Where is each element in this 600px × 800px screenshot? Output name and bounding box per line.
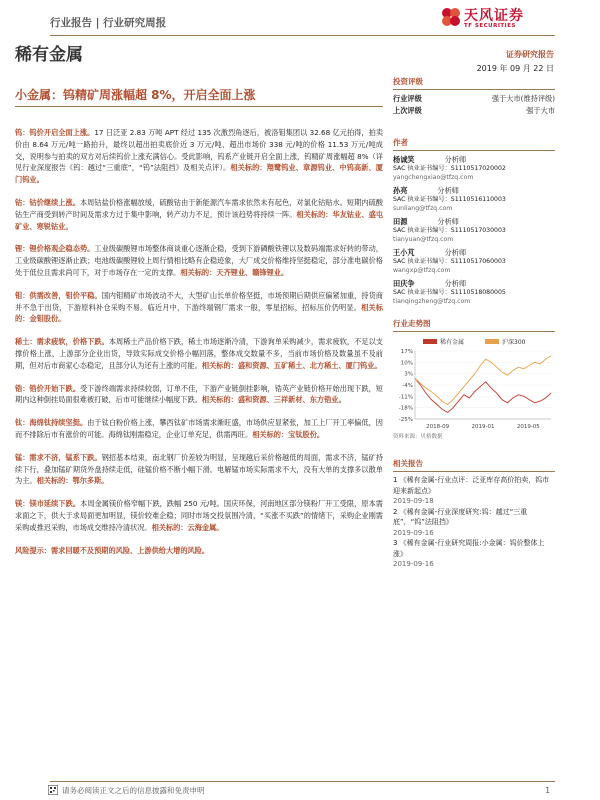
disclaimer-note: 请务必阅读正文之后的信息披露和免责申明 [62,786,205,795]
logo-text-en: TF SECURITIES [464,23,516,29]
paragraph [15,127,383,186]
related-tickers: 相关标的：云海金属。 [151,522,224,532]
paragraph-lead: 镁：镁市延续下跌。 [15,499,81,509]
author-email[interactable]: tianyuan@tfzq.com [393,236,454,243]
related-tickers: 需求回暖不及预期的风险、上游供给大增的风险。 [50,545,210,555]
paragraph [15,417,383,441]
rating-row [393,93,555,105]
paragraph [15,243,383,278]
related-tickers: 相关标的：鄂尔多斯。 [36,476,109,486]
paragraph-lead: 钛：海绵钛持续坚挺。 [15,418,88,428]
rating-row [393,105,555,117]
related-tickers: 相关标的：金钼股份。 [15,302,383,324]
legend-label: 稀有金属 [440,339,465,346]
related-report-title: 3 《稀有金属-行业研究周报:小金属：钨价整体上涨》 [393,539,545,558]
logo-mark-icon [440,6,462,28]
author-cert: SAC 执业证书编号：S1110517030003 [393,227,506,234]
paragraph-lead: 锆：锆价开始下跌。 [15,383,80,393]
x-tick-label: 2018-09 [426,424,450,430]
paragraph [15,498,383,533]
author-entry [393,248,555,275]
related-list [393,475,555,570]
y-tick-label: 17% [400,349,413,355]
author-entry [393,155,555,182]
paragraph-body: 受下游终端需求持续较弱，订单不佳，下游产业链倒挂影响，锆英产业链价格开始出现下跌，短期内这种倒挂局面很难被打破，后市可能继续小幅度下跌。 [15,383,383,405]
paragraph-lead: 钨：钨价开启全面上涨。 [15,128,95,137]
x-tick-label: 2019-01 [471,424,495,430]
paragraph [15,383,383,407]
related-heading: 相关报告 [393,458,555,472]
paragraph [15,545,383,557]
author-entry [393,186,555,213]
related-report[interactable] [393,475,555,507]
related-tickers: 相关标的：盛和资源、三祥新材、东方锆业。 [201,395,346,405]
related-tickers: 相关标的：宝钛股份。 [252,429,325,439]
related-report-title: 1 《稀有金属-行业点评：泛亚库存高价拍卖，钨市迎来新起点》 [393,476,550,495]
qr-code-icon [48,785,58,795]
author-email[interactable]: wangxp@tfzq.com [393,267,451,274]
sector-title: 稀有金属 [15,45,83,65]
trend-chart-svg [393,335,555,431]
paragraph-body: 由于钛白粉价格上涨，攀西钛矿市场需求渐旺盛，市场供应显紧张，加工上厂开工率偏低，因而不排除后市有涨价的可能。海绵钛刚需稳定，企业订单充足，供需两旺。 [15,418,383,439]
related-report-date: 2019-09-16 [393,528,434,537]
paragraph-lead: 锰：需求不济，锰系下跌。 [15,452,102,462]
author-role: 分析师 [437,186,459,195]
sidebar [393,76,555,570]
author-cert: SAC 执业证书编号：S1110517020002 [393,165,506,172]
author-list [393,155,555,306]
author-role: 分析师 [444,279,467,288]
report-title: 小金属：钨精矿周涨幅超 8%，开启全面上涨 [15,88,256,102]
rating-key: 上次评级 [393,106,422,115]
paragraph-body: 本周金属镁价格窄幅下跌，跌幅 250 元/吨。国庆环保，河南地区部分镁粉厂开工受限，原本需求面之下，供大于求局面更加明显，镁价较难企稳；同时市场交投氛围冷清，“买涨不买跌”的情绪下，采购企业刚需采购或推迟采购，市场成交维持冷清状况。 [15,499,383,532]
report-date: 2019 年 09 月 22 日 [476,64,554,73]
author-name: 杨诚笑 分析师 [393,155,467,164]
paragraph-lead: 稀土：需求疲软，价格下跌。 [15,337,109,347]
author-cert: SAC 执业证书编号：S1110516110003 [393,196,506,203]
tf-securities-logo [440,4,560,34]
author-name: 田庆争 分析师 [393,279,467,288]
paragraph-lead: 风险提示： [15,545,51,555]
author-email[interactable]: yangchengxiao@tfzq.com [393,174,474,181]
author-entry [393,217,555,244]
series-line [415,356,551,405]
legend-label: 沪深300 [502,339,526,346]
legend-swatch [423,339,437,344]
author-name: 田源 分析师 [393,217,459,226]
rating-key: 行业评级 [393,94,422,103]
report-category: 行业报告 | 行业研究周报 [50,17,167,29]
related-tickers: 相关标的：天齐锂业、赣锋锂业。 [180,267,289,277]
paragraph-body: 本周钴盐价格涨幅放缓，硫酸钴由于新能源汽车需求依然未有起色，对氯化钴贴水。短期内硫酸钴生产商受到转产时间及需求方过于集中影响，转产动力不足，预计该趋势将持续一阵。 [15,197,383,219]
trend-heading: 行业走势图 [393,318,555,332]
footer-divider [50,781,555,782]
related-report-date: 2019-09-18 [393,497,434,505]
rating-heading: 投资评级 [393,76,555,90]
author-cert: SAC 执业证书编号：S1110518080005 [393,289,506,296]
paragraph [15,452,383,487]
author-role: 分析师 [437,217,459,226]
paragraph-body: 钢招基本结束，南北钢厂价差较为明显，呈现越后采价格越低的局面，需求不济，锰矿持续下行，叠加锰矿期货外盘持续走低，硅锰价格不断小幅下滑。电解锰市场实际需求不大，没有大单的支撑多以散单为主。 [15,452,383,486]
author-name: 王小芃 分析师 [393,248,467,257]
paragraph-lead: 钴：钴价继续上涨。 [15,197,80,207]
related-report-title: 2 《稀有金属-行业深度研究:钨：越过“三重底”，“钨”法阻挡》 [393,507,528,526]
y-tick-label: -18% [398,405,413,412]
author-cert: SAC 执业证书编号：S1110517060003 [393,258,506,265]
x-tick-label: 2019-05 [516,424,540,430]
trend-chart [393,335,555,431]
related-tickers: 相关标的：翔鹭钨业、章源钨业、中钨高新、厦门钨业。 [15,163,383,185]
y-tick-label: -11% [398,394,413,401]
paragraph [15,197,383,232]
paragraph-body: 国内钼精矿市场波动不大，大型矿山长单价格坚挺，市场预期后期供应偏紧加重，持货商并不急于出货，下游原料补仓采购不易。临近月中，下游终端钢厂需求一般，零星招标，招标压价仍明显。 [15,290,383,312]
y-tick-label: -25% [398,417,413,423]
authors-heading: 作者 [393,137,555,151]
related-tickers: 相关标的：盛和资源、五矿稀土、北方稀土、厦门钨业。 [201,360,382,370]
header-divider [50,35,555,36]
related-tickers: 相关标的：华友钴业、盛屯矿业、寒锐钴业。 [15,209,383,231]
paragraph-body: 本周稀土产品价格下跌，稀土市场逐渐冷清，下游询单采购减少，需求疲软，不足以支撑价格上涨，上游部分企业出货，导致实际成交价格小幅回落，整体成交数量不多，当前市场价格及数量虽不及前期，但对后市商家心态稳定，且部分认为还有上涨的可能。 [15,337,383,370]
paragraph-body: 17 日泛亚 2.83 万吨 APT 经过 135 次激烈角逐后，被洛钼集团以 32.68 亿元拍得，拍卖价由 8.64 万元/吨一路拍升，最终以超出拍卖底价近 3 万元/吨、超出市场价 338 元/吨的价格 11.53 万元/吨成交，说明参与拍卖的双方对后续钨价上涨充满信心。受此影响，钨系产业链开启全面上涨，钨精矿周涨幅超 8%（详见行业深度报告《钨：越过“三重底”，“钨”法阻挡》及相关点评）。 [15,128,383,173]
legend-swatch [485,339,499,344]
author-role: 分析师 [444,248,467,257]
y-tick-label: 3% [404,371,413,378]
rating-value: 强于大市(维持评级) [491,94,555,103]
author-role: 分析师 [444,155,467,164]
page-number: 1 [545,786,550,795]
main-content [15,127,383,567]
logo-text-cn: 天风证券 [464,8,524,24]
author-email[interactable]: sunliang@tfzq.com [393,205,453,212]
related-report-date: 2019-09-16 [393,560,434,568]
chart-source: 资料来源：贝格数据 [393,434,443,440]
paragraph-lead: 钼：供需改善，钼价平稳。 [15,290,102,300]
author-name: 孙亮 分析师 [393,186,459,195]
rating-value: 强于大市 [526,106,555,115]
related-report[interactable] [393,538,555,570]
paragraph [15,290,383,325]
paragraph-body: 工业级碳酸锂市场整体商谈重心逐渐企稳，受到下游磷酸铁锂以及数码端需求好转的带动，工业级碳酸锂逐渐止跌；电池级碳酸锂较上周行情相比略有企稳迹象，大厂成交价格维持坚挺稳定，部分准电碳价格处于低位且需求尚可下，对于市场存在一定的支撑。 [15,244,383,277]
y-tick-label: 10% [400,360,413,367]
author-entry [393,279,555,306]
author-email[interactable]: tianqingzheng@tfzq.com [393,298,471,305]
title-divider [15,106,383,107]
y-tick-label: -4% [402,383,413,389]
related-report[interactable] [393,507,555,539]
report-type: 证券研究报告 [506,50,554,59]
paragraph-lead: 锂：锂价格观企稳态势。 [15,244,95,254]
paragraph [15,336,383,371]
